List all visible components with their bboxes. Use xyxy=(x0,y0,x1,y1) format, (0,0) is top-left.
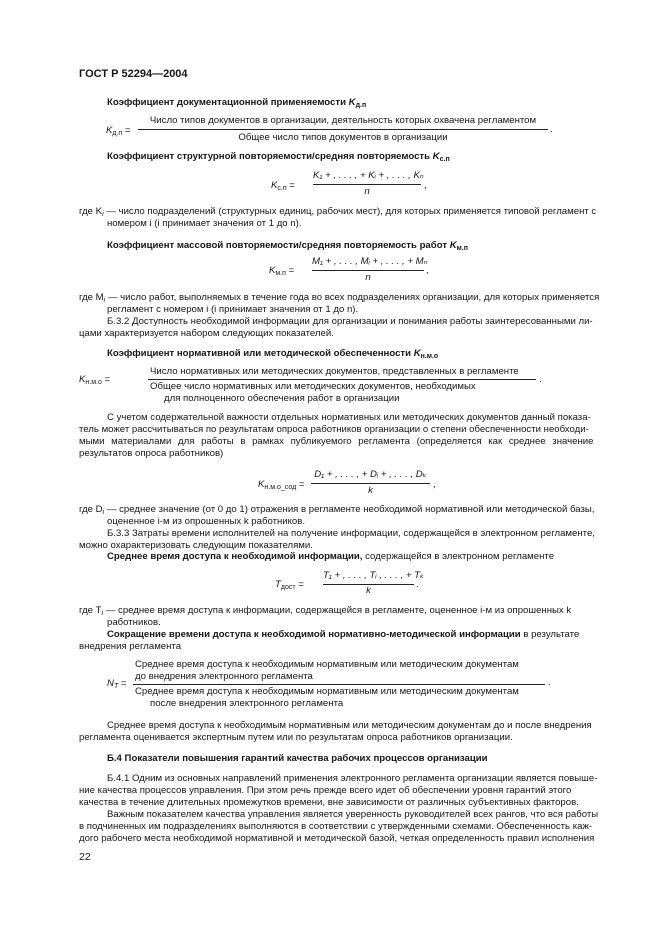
k-mp-fraction-line xyxy=(312,270,424,271)
b33-line-2: можно охарактеризовать следующим показателями. xyxy=(79,540,313,551)
k-nmo-heading: Коэффициент нормативной или методической обеспеченности $K_{н.м.о}$ xyxy=(107,348,439,360)
b33-line-1: Б.3.3 Затраты времени исполнителей на получение информации, содержащейся в электронном регламенте, xyxy=(107,528,595,539)
k-mp-end: , xyxy=(426,265,429,276)
k-nmo-numerator: Число нормативных или методических документов, представленных в регламенте xyxy=(150,366,519,377)
n-t-lhs: $N_T$ = xyxy=(107,678,127,690)
page-number: 22 xyxy=(79,851,91,863)
b4-p2-line-1: Важным показателем качества управления является уверенность руководителей всех рангов, что вся работы xyxy=(107,809,599,820)
k-sp-where-line-1: где $K_i$ — число подразделений (структурных единиц, рабочих мест), для которых применяется типовой регламент с xyxy=(79,206,597,218)
t-dost-end: . xyxy=(416,579,419,590)
content-para-line-1: С учетом содержательной важности отдельных нормативных или методических документов данный показа- xyxy=(107,412,591,423)
k-nmo-end: . xyxy=(539,374,542,385)
k-dp-heading: Коэффициент документационной применяемости $K_{д.п}$ xyxy=(107,97,367,109)
n-t-numerator-2: до внедрения электронного регламента xyxy=(135,671,313,682)
b32-line-1: Б.3.2 Доступность необходимой информации для организации и понимания работы заинтересованными ли- xyxy=(107,316,593,327)
n-t-para-line-2: регламента оценивается экспертным путем или по результатам опроса работников организации. xyxy=(79,732,513,743)
k-nmo-lhs: $K_{н.м.о}$ = xyxy=(79,374,111,386)
n-t-denominator-2: после внедрения электронного регламента xyxy=(150,698,344,709)
content-para-line-3: мыми материалами для работы в рамках публикуемого регламента (определяется как среднее значение xyxy=(79,436,594,447)
b4-p1-line-1: Б.4.1 Одним из основных направлений применения электронного регламента организации является повыше- xyxy=(107,773,598,784)
content-para-line-2: тель может рассчитываться по результатам опроса работников организации о степени обеспеченности необходи- xyxy=(79,424,589,435)
t-dost-where-line-1: где $T_i$ — среднее время доступа к информации, содержащейся в регламенте, оцененное i-м из опрошенных k xyxy=(79,605,572,617)
k-sp-heading: Коэффициент структурной повторяемости/средняя повторяемость $K_{с.п}$ xyxy=(107,151,450,163)
t-dost-denominator: k xyxy=(366,585,371,596)
k-nmo-sod-where-line-1: где $D_i$ — среднее значение (от 0 до 1) отражения в регламенте необходимой нормативной или методической базы, xyxy=(79,504,595,516)
content-para-line-4: результатов опроса работников) xyxy=(79,448,224,459)
k-dp-numerator: Число типов документов в организации, деятельность которых охвачена регламентом xyxy=(149,115,537,126)
k-nmo-fraction-line xyxy=(148,379,536,380)
k-nmo-sod-lhs: $K_{н.м.о\_сод}$ = xyxy=(258,479,305,491)
document-header: ГОСТ Р 52294—2004 xyxy=(79,68,188,80)
k-dp-end: . xyxy=(550,124,553,135)
n-t-fraction-line xyxy=(133,684,545,685)
t-dost-where-line-2: работников. xyxy=(107,617,161,628)
k-dp-fraction-line xyxy=(138,129,548,130)
t-dost-lhs: $T_{доcт}$ = xyxy=(275,579,304,591)
k-mp-lhs: $K_{м.п}$ = xyxy=(269,265,295,277)
k-sp-denominator: n xyxy=(364,186,370,197)
k-dp-lhs: $K_{д.п}$ = xyxy=(106,125,131,137)
k-sp-fraction-line xyxy=(313,184,421,185)
t-dost-heading: Среднее время доступа к необходимой информации, содержащейся в электронном регламенте xyxy=(107,551,555,562)
k-sp-end: , xyxy=(424,180,427,191)
b4-p1-line-2: ние качества процессов управления. При этом речь прежде всего идет об обеспечении уровня гарантий этого xyxy=(79,785,572,796)
k-sp-numerator: K₁ + , . . . , + Kᵢ + , . . . , Kₙ xyxy=(313,170,424,181)
k-nmo-sod-numerator: D₁ + , . . . , + Dᵢ + , . . . , Dₖ xyxy=(314,469,427,480)
n-t-heading-line-2: внедрения регламента xyxy=(79,641,182,652)
k-mp-where-line-2: регламент с номером i (i принимает значения от 1 до n). xyxy=(107,304,359,315)
k-sp-lhs: $K_{с.п}$ = xyxy=(271,180,295,192)
k-dp-denominator: Общее число типов документов в организации xyxy=(238,132,448,143)
k-nmo-sod-where-line-2: оцененное i-м из опрошенных k работников. xyxy=(107,516,306,527)
section-b4-heading: Б.4 Показатели повышения гарантий качества рабочих процессов организации xyxy=(107,753,488,764)
b4-p2-line-3: дого рабочего места необходимой нормативной и методической базой, четкая определенность правил исполнения xyxy=(79,833,595,844)
k-nmo-denominator-2: для полноценного обеспечения работ в организации xyxy=(164,393,400,404)
n-t-end: . xyxy=(548,677,551,688)
n-t-numerator-1: Среднее время доступа к необходимым нормативным или методическим документам xyxy=(135,659,519,670)
k-nmo-denominator-1: Общее число нормативных или методических документов, необходимых xyxy=(150,381,476,392)
n-t-denominator-1: Среднее время доступа к необходимым нормативным или методическим документам xyxy=(135,686,519,697)
k-nmo-sod-end: , xyxy=(433,479,436,490)
n-t-heading: Сокращение времени доступа к необходимой нормативно-методической информации в результате xyxy=(107,629,580,640)
k-mp-numerator: M₁ + , . . . , Mᵢ + , . . . , + Mₙ xyxy=(312,256,428,267)
n-t-para-line-1: Среднее время доступа к необходимым нормативным или методическим документам до и после внедрения xyxy=(107,720,592,731)
k-nmo-sod-fraction-line xyxy=(311,483,430,484)
k-nmo-sod-denominator: k xyxy=(368,485,373,496)
k-mp-where-line-1: где $M_i$ — число работ, выполняемых в течение года во всех подразделениях организации, для которых применяется xyxy=(79,292,600,304)
b4-p1-line-3: качества в течение длительных промежутков времени, вне зависимости от различных субъективных факторов. xyxy=(79,797,579,808)
k-mp-denominator: n xyxy=(365,272,371,283)
b32-line-2: цами характеризуется набором следующих показателей. xyxy=(79,328,334,339)
k-sp-where-line-2: номером i (i принимает значения от 1 до n). xyxy=(107,218,302,229)
b4-p2-line-2: в подчиненных им подразделениях выполняются в соответствии с утвержденными схемами. Обеспеченность каж- xyxy=(79,821,593,832)
k-mp-heading: Коэффициент массовой повторяемости/средняя повторяемость работ $K_{м.п}$ xyxy=(107,240,468,252)
t-dost-numerator: T₁ + , . . . , Tᵢ , . . . , + Tₖ xyxy=(323,570,425,581)
